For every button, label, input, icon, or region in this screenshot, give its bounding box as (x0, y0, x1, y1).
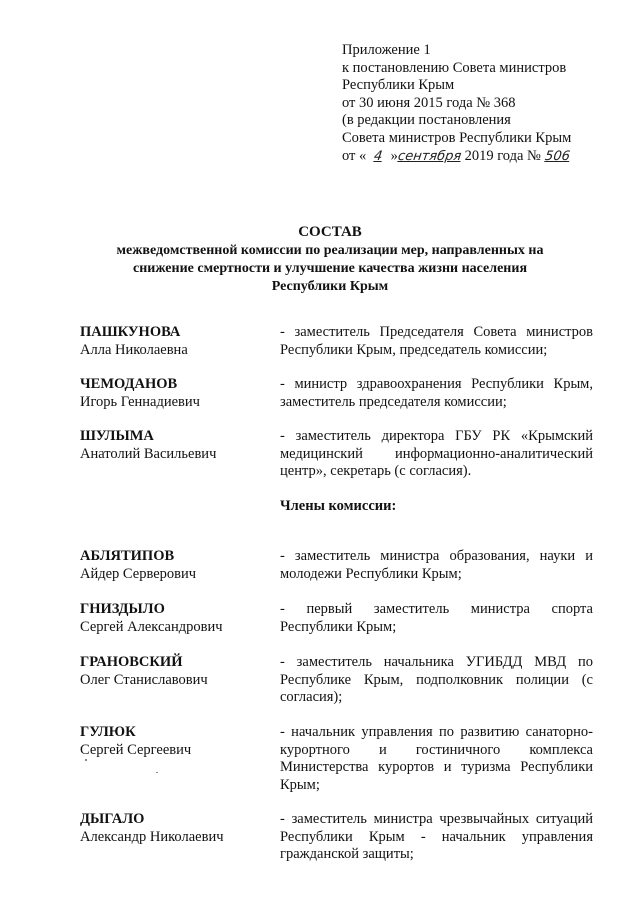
annex-block (342, 42, 632, 165)
person-surname: ГУЛЮК (80, 724, 136, 740)
person-given-name: Игорь Геннадиевич (80, 393, 200, 410)
annex-date-prefix: от « (342, 147, 367, 164)
person-role: - заместитель Председателя Совета министров Республики Крым, председатель комиссии; (280, 324, 593, 358)
person-given-name: Алла Николаевна (80, 341, 188, 358)
handwritten-month: сентября (396, 148, 463, 164)
annex-line-1: Приложение 1 (342, 42, 431, 58)
members-heading: Члены комиссии: (280, 498, 397, 514)
person-role: - заместитель министра чрезвычайных ситуаций Республики Крым - начальник управления гражданской защиты; (280, 811, 593, 863)
person-surname: ПАШКУНОВА (80, 324, 181, 340)
annex-year-text: 2019 года № (464, 147, 541, 164)
person-surname: ГНИЗДЫЛО (80, 601, 165, 617)
person-name (80, 324, 270, 359)
annex-line-3: Республики Крым (342, 77, 455, 94)
person-given-name: Сергей Александрович (80, 618, 223, 635)
person-name (80, 724, 270, 759)
person-given-name: Анатолий Васильевич (80, 445, 217, 462)
person-given-name: Олег Станиславович (80, 671, 208, 688)
subtitle-line-2: снижение смертности и улучшение качества жизни населения (132, 261, 528, 276)
annex-line-5: (в редакции постановления (342, 112, 511, 129)
title-block (80, 222, 580, 296)
annex-line-2: к постановлению Совета министров (342, 59, 567, 76)
person-surname: АБЛЯТИПОВ (80, 548, 175, 564)
annex-line-4: от 30 июня 2015 года № 368 (342, 94, 516, 111)
annex-date-line (342, 148, 632, 166)
person-role: - заместитель начальника УГИБДД МВД по Республике Крым, подполковник полиции (с согласия); (280, 654, 593, 706)
person-name (80, 654, 270, 689)
person-role: - первый заместитель министра спорта Республики Крым; (280, 601, 593, 635)
person-role: - заместитель министра образования, науки и молодежи Республики Крым; (280, 548, 593, 582)
person-given-name: Сергей Сергеевич (80, 741, 192, 758)
scan-speck (85, 759, 87, 761)
person-name (80, 601, 270, 636)
person-surname: ДЫГАЛО (80, 811, 145, 827)
person-role: - министр здравоохранения Республики Крым, заместитель председателя комиссии; (280, 376, 593, 410)
person-surname: ШУЛЫМА (80, 428, 154, 444)
person-role: - начальник управления по развитию санаторно-курортного и гостиничного комплекса Министерства курортов и туризма Республики Крым; (280, 724, 593, 793)
person-role: - заместитель директора ГБУ РК «Крымский медицинский информационно-аналитический центр», секретарь (с согласия). (280, 428, 593, 480)
person-given-name: Александр Николаевич (80, 828, 224, 845)
person-name (80, 376, 270, 411)
person-surname: ЧЕМОДАНОВ (80, 376, 178, 392)
document-title: СОСТАВ (298, 224, 362, 240)
handwritten-day: 4 (373, 148, 384, 164)
annex-date-mid: » (390, 147, 398, 164)
person-name (80, 811, 270, 846)
person-surname: ГРАНОВСКИЙ (80, 654, 183, 670)
person-given-name: Айдер Серверович (80, 565, 197, 582)
subtitle-line-3: Республики Крым (271, 279, 389, 294)
person-name (80, 428, 270, 463)
subtitle-line-1: межведомственной комиссии по реализации мер, направленных на (116, 243, 544, 258)
scan-speck (156, 772, 158, 773)
person-name (80, 548, 270, 583)
handwritten-number: 506 (543, 148, 571, 164)
annex-line-6: Совета министров Республики Крым (342, 129, 572, 146)
